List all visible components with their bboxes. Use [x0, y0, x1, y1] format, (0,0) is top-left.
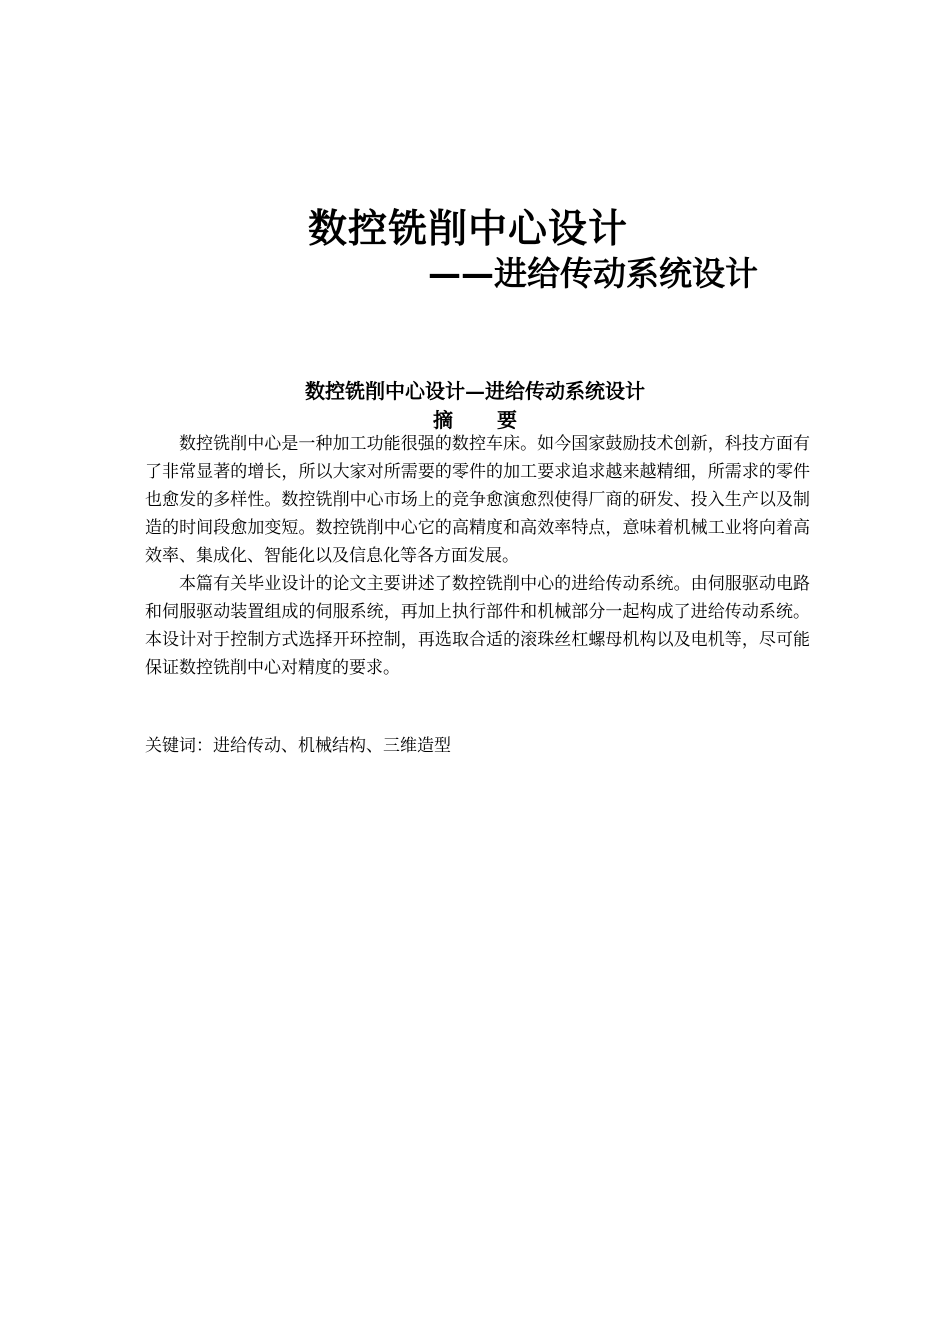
- abstract-title: 数控铣削中心设计—进给传动系统设计: [305, 379, 645, 403]
- sub-title: ——进给传动系统设计: [428, 254, 758, 293]
- abstract-heading-char-2: 要: [497, 408, 517, 432]
- abstract-paragraph-1: 数控铣削中心是一种加工功能很强的数控车床。如今国家鼓励技术创新，科技方面有了非常显著的增长，所以大家对所需要的零件的加工要求追求越来越精细，所需求的零件也愈发的多样性。数控铣削中心市场上的竞争愈演愈烈使得厂商的研发、投入生产以及制造的时间段愈加变短。数控铣削中心它的高精度和高效率特点，意味着机械工业将向着高效率、集成化、智能化以及信息化等各方面发展。: [145, 434, 810, 566]
- abstract-paragraph-2: 本篇有关毕业设计的论文主要讲述了数控铣削中心的进给传动系统。由伺服驱动电路和伺服驱动装置组成的伺服系统，再加上执行部件和机械部分一起构成了进给传动系统。本设计对于控制方式选择开环控制，再选取合适的滚珠丝杠螺母机构以及电机等，尽可能保证数控铣削中心对精度的要求。: [145, 574, 810, 678]
- abstract-heading-char-1: 摘: [433, 408, 453, 432]
- abstract-body: [145, 430, 810, 682]
- main-title: 数控铣削中心设计: [308, 207, 629, 252]
- keywords-line: 关键词：进给传动、机械结构、三维造型: [145, 736, 451, 756]
